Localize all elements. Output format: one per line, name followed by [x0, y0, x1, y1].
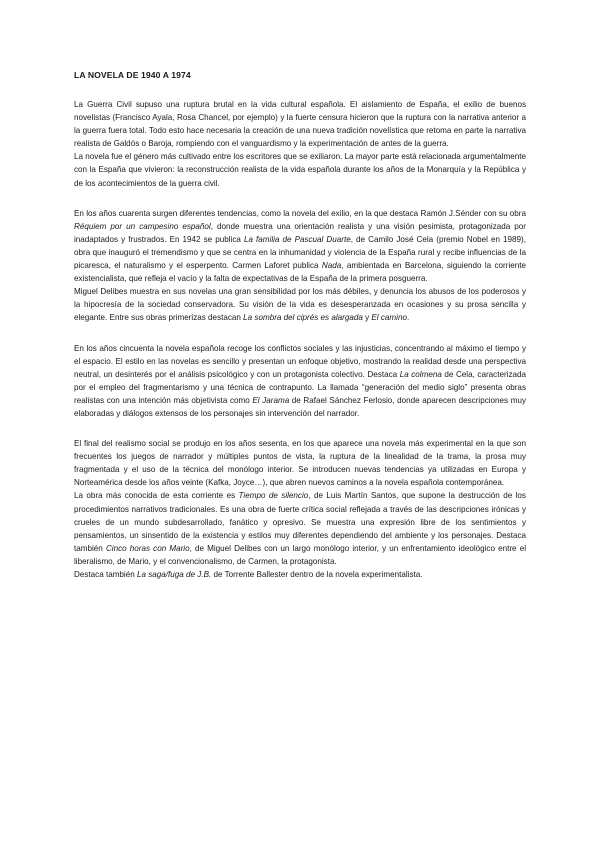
book-title: La saga/fuga de J.B. — [136, 570, 212, 579]
paragraph-tiempo-de-silencio: La obra más conocida de esta corriente es Tiempo de silencio, de Luis Martín Santos, que supone la destrucción de los procedimientos narrativos tradicionales. Es una obra de fuerte crítica social reflejada a través de las descripciones irónicas y crueles de un mundo subdesarrollado, fanático y opresivo. Se muestra una expresión libre de los sentimientos y pensamientos, un sinsentido de la existencia y estilos muy diferentes dependiendo del ambiente y los personajes. Destaca también Cinco horas con Mario, de Miguel Delibes con un largo monólogo interior, y un enfrentamiento ideológico entre el liberalismo, de Mario, y el convencionalismo, de Carmen, la protagonista. — [74, 491, 526, 566]
book-title: La sombra del ciprés es alargada — [243, 313, 363, 323]
book-title: El Jarama — [252, 395, 290, 405]
paragraph-delibes: Miguel Delibes muestra en sus novelas una gran sensibilidad por los más débiles, y denuncia los abusos de los poderosos y la hipocresía de la sociedad conservadora. Su visión de la vida es desesperanzada en ocasiones y su prosa sencilla y elegante. Entre sus obras primerizas destacan La sombra del ciprés es alargada y El camino. — [74, 287, 526, 323]
paragraph-forties: En los años cuarenta surgen diferentes tendencias, como la novela del exilio, en la que destaca Ramón J.Sénder con su obra Réquiem por un campesino español, donde muestra una orientación realista y una visión pesimista, protagonizada por inadaptados y frustrados. En 1942 se publica La familia de Pascual Duarte, de Camilo José Cela (premio Nobel en 1989), obra que inauguró el tremendismo y que se centra en la inhumanidad y violencia de la España rural y recibe influencias de la picaresca, el naturalismo y el esperpento. Carmen Laforet publica Nada, ambientada en Barcelona, siguiendo la corriente existencialista, que refleja el vacío y la falta de expectativas de la España de la primera posguerra. — [74, 208, 526, 284]
book-title: La colmena — [399, 369, 442, 379]
paragraph-fifties: En los años cincuenta la novela española recoge los conflictos sociales y las injusticias, concentrando al máximo el tiempo y el espacio. El estilo en las novelas es sencillo y presentan un enfoque objetivo, mostrando la realidad desde una perspectiva neutral, un desinterés por el análisis psicológico y con un protagonista colectivo. Destaca La colmena de Cela, caracterizada por el empleo del fragmentarismo y una técnica de contrapunto. La llamada “generación del medio siglo” presenta obras realistas con una intención más objetivista como El Jarama de Rafael Sánchez Ferlosio, donde aparecen descripciones muy elaboradas y diálogos extensos de los personajes sin intervención del narrador. — [74, 343, 527, 418]
book-title: El camino — [371, 313, 407, 323]
book-title: La familia de Pascual Duarte — [243, 234, 351, 244]
book-title: Réquiem por un campesino español — [74, 221, 211, 231]
document-title: LA NOVELA DE 1940 A 1974 — [74, 70, 191, 80]
paragraph-civil-war: La Guerra Civil supuso una ruptura brutal en la vida cultural española. El aislamiento de España, el exilio de buenos novelistas (Francisco Ayala, Rosa Chancel, por ejemplo) y la fuerte censura hicieron que la ruptura con la narrativa anterior a la guerra fuera total. Todo esto hace necesaria la creación de una nueva tradición novelística que retoma en parte la narrativa realista de Galdós o Baroja, rompiendo con el vanguardismo y la experimentación de antes de la guerra. — [74, 100, 526, 149]
paragraph-torrente-ballester: Destaca también La saga/fuga de J.B. de Torrente Ballester dentro de la novela experimentalista. — [74, 570, 423, 579]
book-title: Tiempo de silencio — [238, 491, 309, 501]
book-title: Nada — [321, 261, 342, 271]
book-title: Cinco horas con Mario — [105, 543, 190, 553]
paragraph-exile-novel: La novela fue el género más cultivado entre los escritores que se exiliaron. La mayor parte está relacionada argumentalmente con la España que vivieron: la reconstrucción realista de la vida española durante los años de la Monarquía y la República y de los acontecimientos de la guerra civil. — [74, 152, 526, 188]
paragraph-sixties: El final del realismo social se produjo en los años sesenta, en los que aparece una novela más experimental en la que son frecuentes los juegos de narrador y múltiples puntos de vista, la ruptura de la linealidad de la trama, la prosa muy fragmentada y el uso de la técnica del monólogo interior. Se introducen nuevas tendencias ya utilizadas en Europa y Norteamérica desde los años veinte (Kafka, Joyce…), que abren nuevos caminos a la novela española contemporánea. — [74, 439, 526, 488]
